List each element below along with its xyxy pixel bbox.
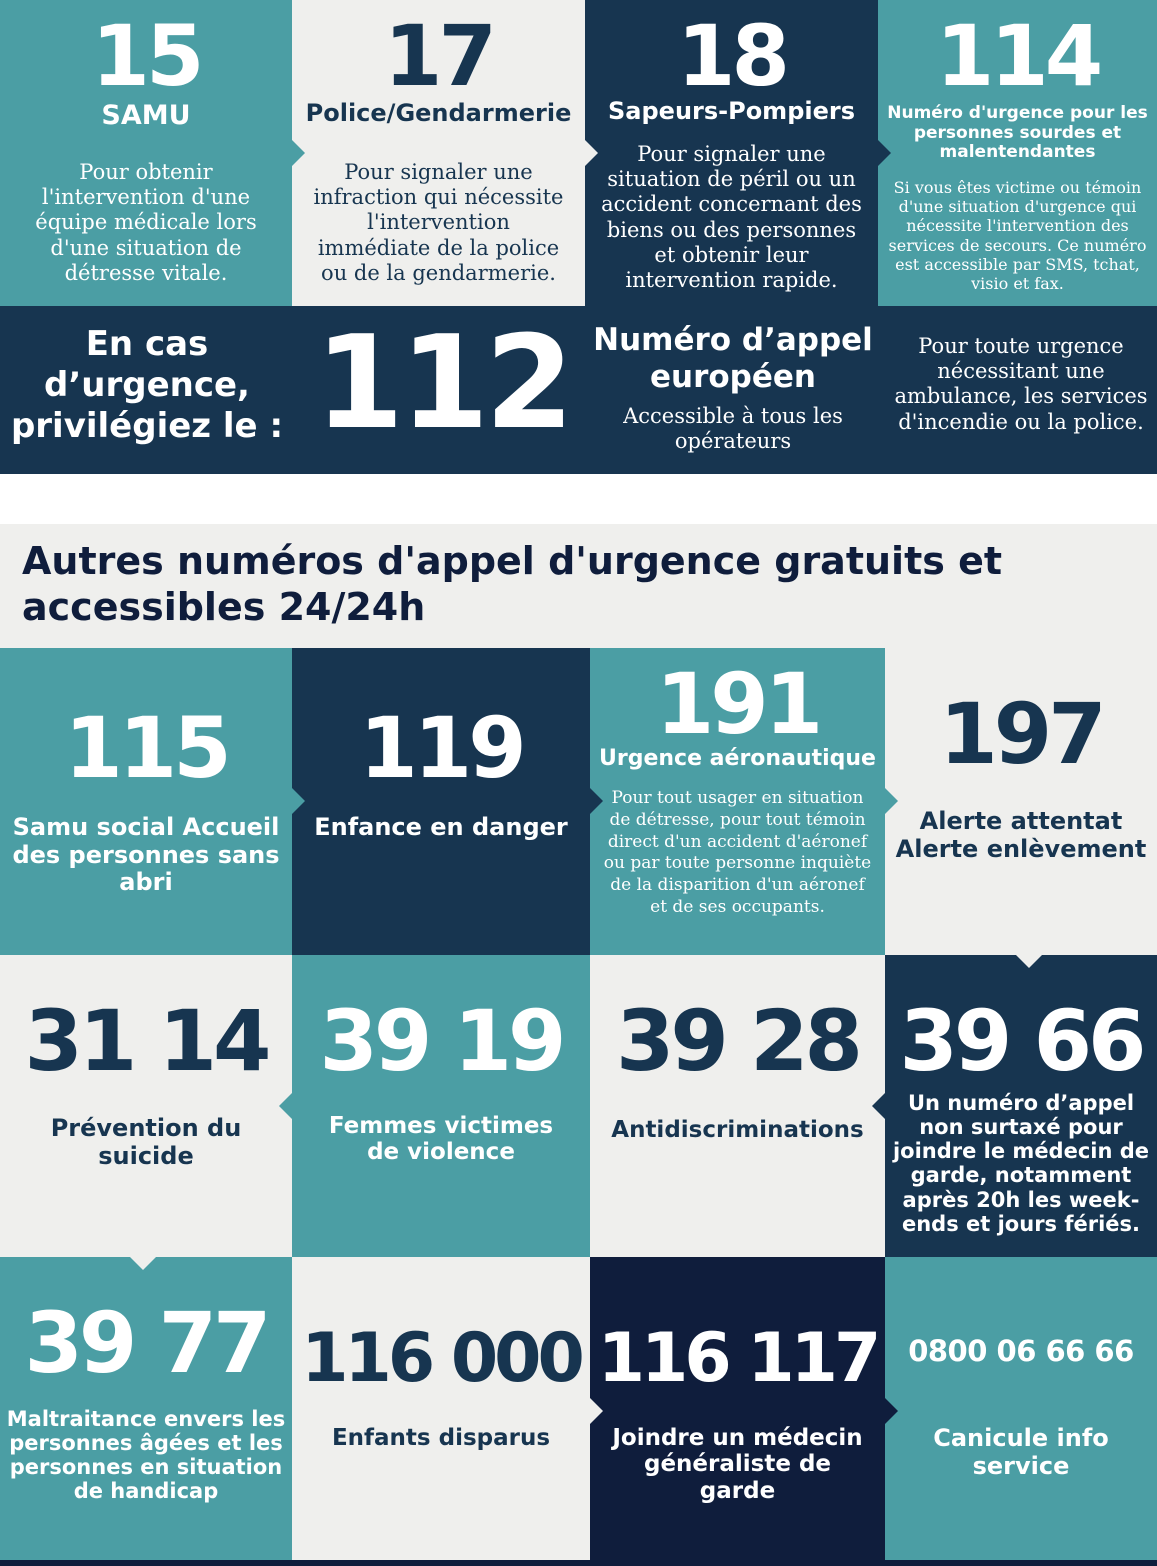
arrow-decor <box>872 1093 885 1119</box>
bottom-border <box>0 1560 1157 1566</box>
card-191-label: Urgence aéronautique <box>599 746 876 771</box>
card-3928-number: 39 28 <box>615 992 860 1090</box>
card-191-number: 191 <box>655 655 820 753</box>
samu-description: Pour obtenir l'intervention d'une équipe médicale lors d'une situation de détresse vitale. <box>35 160 257 285</box>
police-description: Pour signaler une infraction qui nécessite l'intervention immédiate de la police ou de la gendarmerie. <box>313 160 564 285</box>
card-197-number: 197 <box>939 685 1103 783</box>
card-3928-label: Antidiscriminations <box>611 1117 864 1143</box>
police-number: 17 <box>384 7 493 105</box>
samu-label: SAMU <box>101 100 191 131</box>
card-191 <box>590 648 885 955</box>
card-3966 <box>885 955 1157 1257</box>
card-canicule <box>885 1257 1157 1560</box>
card-3977-number: 39 77 <box>24 1294 268 1392</box>
card-119-number: 119 <box>359 699 523 797</box>
euro-subtitle: Accessible à tous les opérateurs <box>623 404 843 454</box>
card-115-label: Samu social Accueil des personnes sans abri <box>12 813 280 897</box>
others-heading: Autres numéros d'appel d'urgence gratuits et accessibles 24/24h <box>22 539 1003 630</box>
arrow-decor <box>585 140 598 166</box>
card-119-label: Enfance en danger <box>314 813 568 841</box>
samu-number: 15 <box>91 7 201 105</box>
pompiers-number: 18 <box>677 7 786 105</box>
pompiers-description: Pour signaler une situation de péril ou un accident concernant des biens ou des personnes et obtenir leur intervention rapide. <box>601 142 862 292</box>
card-197-label: Alerte attentat Alerte enlèvement <box>895 807 1147 863</box>
card-197 <box>885 648 1157 955</box>
arrow-decor <box>885 1398 898 1424</box>
card-115 <box>0 648 292 955</box>
arrow-decor <box>1016 955 1042 968</box>
card-sourds <box>878 0 1157 306</box>
card-3928 <box>590 955 885 1257</box>
arrow-decor <box>292 140 305 166</box>
pompiers-label: Sapeurs-Pompiers <box>608 97 855 125</box>
euro-number: 112 <box>314 309 571 458</box>
card-samu <box>0 0 292 306</box>
euro-description: Pour toute urgence nécessitant une ambulance, les services d'incendie ou la police. <box>894 334 1148 434</box>
card-3114-number: 31 14 <box>24 992 268 1090</box>
card-3966-label: Un numéro d’appel non surtaxé pour joindre le médecin de garde, notamment après 20h les week-ends et jours fériés. <box>892 1091 1150 1236</box>
card-115-number: 115 <box>64 699 228 797</box>
card-116000 <box>292 1257 590 1560</box>
card-116117 <box>590 1257 885 1560</box>
arrow-decor <box>885 788 898 814</box>
card-116117-number: 116 117 <box>597 1319 878 1398</box>
euro-title: Numéro d’appel européen <box>593 322 873 396</box>
sourds-label: Numéro d'urgence pour les personnes sourdes et malentendantes <box>887 103 1148 163</box>
arrow-decor <box>279 1093 292 1119</box>
euro-lead-text: En cas d’urgence, privilégiez le : <box>10 324 284 446</box>
card-3114-label: Prévention du suicide <box>50 1114 242 1170</box>
card-3919-label: Femmes victimes de violence <box>328 1113 554 1166</box>
others-heading-band <box>0 524 1157 648</box>
card-pompiers <box>585 0 878 306</box>
arrow-decor <box>590 788 603 814</box>
card-police <box>292 0 585 306</box>
section-divider <box>0 474 1157 524</box>
card-3966-number: 39 66 <box>899 992 1143 1090</box>
card-116000-number: 116 000 <box>301 1319 581 1398</box>
card-3977-label: Maltraitance envers les personnes âgées et les personnes en situation de handicap <box>6 1407 286 1504</box>
card-3919 <box>292 955 590 1257</box>
card-191-description: Pour tout usager en situation de détresse, pour tout témoin direct d'un accident d'aéronef ou par toute personne inquiète de la disparition d'un aéronef et de ses occupants. <box>603 788 872 917</box>
arrow-decor <box>878 140 891 166</box>
arrow-decor <box>130 1257 156 1270</box>
card-3919-number: 39 19 <box>319 992 563 1090</box>
card-116117-label: Joindre un médecin généraliste de garde <box>612 1425 863 1504</box>
police-label: Police/Gendarmerie <box>305 99 572 127</box>
card-116000-label: Enfants disparus <box>331 1425 551 1451</box>
card-3977 <box>0 1257 292 1560</box>
arrow-decor <box>590 1398 603 1424</box>
sourds-description: Si vous êtes victime ou témoin d'une situation d'urgence qui nécessite l'intervention des services de secours. Ce numéro est accessible par SMS, tchat, visio et fax. <box>888 178 1147 293</box>
card-canicule-number: 0800 06 66 66 <box>908 1334 1134 1368</box>
sourds-number: 114 <box>935 7 1100 105</box>
card-119 <box>292 648 590 955</box>
arrow-decor <box>292 788 305 814</box>
european-number-band <box>0 306 1157 474</box>
card-canicule-label: Canicule info service <box>933 1424 1109 1480</box>
card-3114 <box>0 955 292 1257</box>
